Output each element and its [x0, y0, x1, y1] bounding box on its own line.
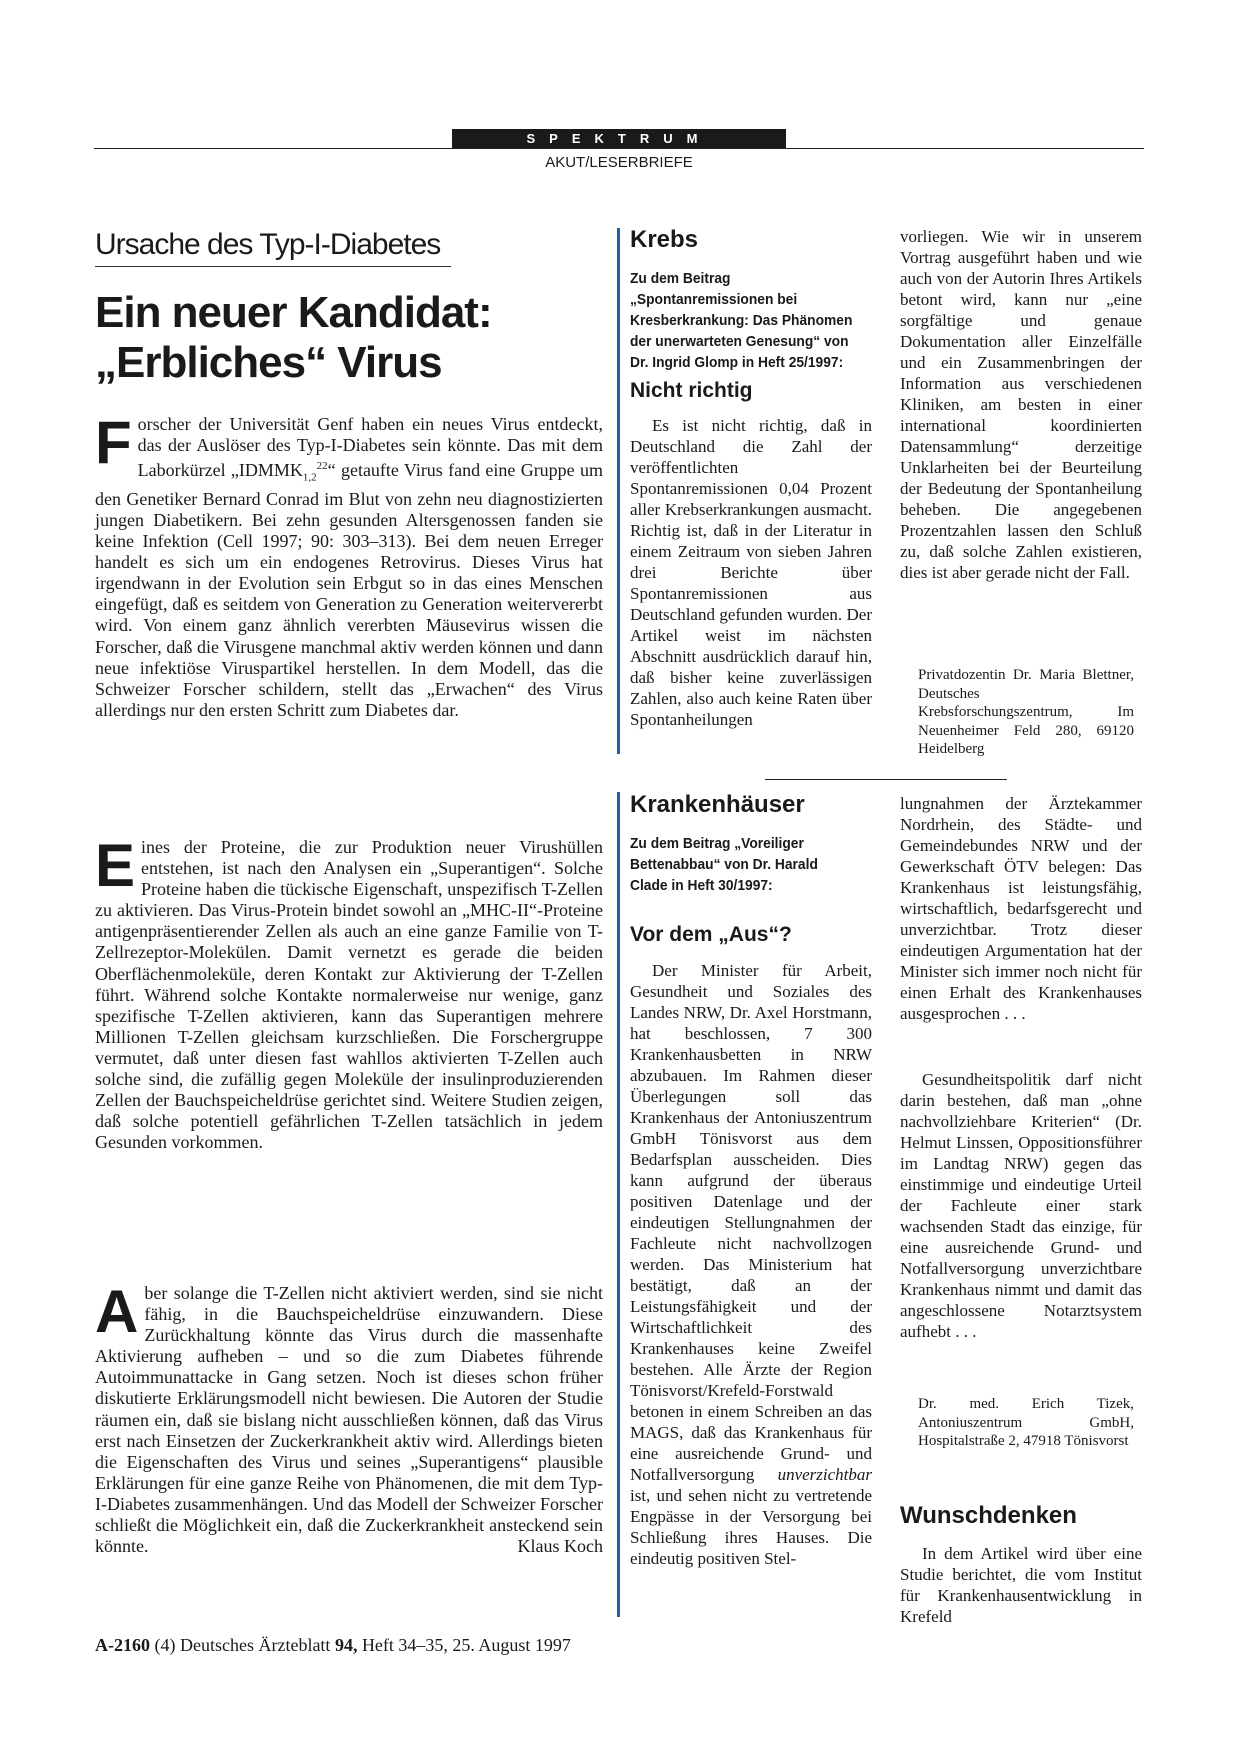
drop-cap: E: [95, 832, 136, 899]
letter-body: In dem Artikel wird über eine Studie berichtet, die vom Institut für Krankenhausentwicklung in Krefeld: [900, 1544, 1142, 1626]
headline-line-1: Ein neuer Kandidat:: [95, 288, 492, 337]
letter-heading-krebs: Krebs: [630, 226, 699, 253]
letter-body: Der Minister für Arbeit, Gesundheit und Soziales des Landes NRW, Dr. Axel Horstmann, hat beschlossen, 7 300 Krankenhausbetten in NRW abzubauen. Im Rahmen dieser Überlegungen soll das Krankenhaus der Antoniuszentrum GmbH Tönisvorst aus dem Bedarfsplan ausscheiden. Dies kann aufgrund der überaus positiven Datenlage und der eindeutigen Stellungnahmen der Fachleute nicht nachvollzogen werden. Das Ministerium hat bestätigt, daß an der Leistungsfähigkeit und der Wirtschaftlichkeit des Krankenhauses keine Zweifel bestehen. Alle Ärzte der Region Tönisvorst/Krefeld-Forstwald betonen in einem Schreiben an das MAGS, daß das Krankenhaus für eine ausreichende Grund- und Notfallversorgung unverzichtbar ist, und sehen nicht zu vertretende Engpässe in der Versorgung bei Schließung ihres Hauses. Die eindeutig positiven Stel-: [630, 961, 872, 1568]
headline-line-2: „Erbliches“ Virus: [95, 338, 442, 387]
letter-body-continued: lungnahmen der Ärztekammer Nordrhein, des Städte- und Gemeindebundes NRW und der Gewerkschaft ÖTV belegen: Das Krankenhaus ist leistungsfähig, wirtschaftlich, bedarfsgerecht und unverzichtbar. Trotz dieser eindeutigen Argumentation hat der Minister sich immer noch nicht für einen Erhalt des Krankenhauses ausgesprochen . . .: [900, 794, 1142, 1023]
letter-reference: Zu dem Beitrag „Voreiliger Bettenabbau“ von Dr. Harald Clade in Heft 30/1997:: [630, 835, 818, 894]
article-headline: [95, 288, 605, 388]
article-kicker: Ursache des Typ-I-Diabetes: [95, 226, 451, 267]
section-banner: SPEKTRUM: [452, 129, 786, 148]
letter-heading-krankenhaeuser: Krankenhäuser: [630, 791, 805, 818]
letter-signature: Dr. med. Erich Tizek, Antoniuszentrum GmbH, Hospitalstraße 2, 47918 Tönisvorst: [918, 1396, 1134, 1449]
column-rule: [617, 228, 620, 754]
letter-body: Es ist nicht richtig, daß in Deutschland die Zahl der veröffentlichten Spontanremissionen 0,04 Prozent aller Krebserkrankungen ausmacht. Richtig ist, daß in der Literatur in einem Zeitraum von sieben Jahren drei Berichte über Spontanremissionen aus Deutschland gefunden wurden. Der Artikel weist im nächsten Abschnitt ausdrücklich darauf hin, daß bisher keine zuverlässigen Zahlen, also auch keine Raten über Spontanheilungen: [630, 416, 872, 729]
letter-title: Nicht richtig: [630, 379, 753, 402]
letter-signature: Privatdozentin Dr. Maria Blettner, Deutsches Krebsforschungszentrum, Im Neuenheimer Feld 280, 69120 Heidelberg: [918, 667, 1134, 757]
letter-body-continued: vorliegen. Wie wir in unserem Vortrag ausgeführt haben und wie auch von der Autorin Ihres Artikels betont wird, kann nur „eine sorgfältige und genaue Dokumentation aller Einzelfälle und ein Zusammenbringen der Information aus verschiedenen Kliniken, am besten in einer international koordinierten Datensammlung“ derzeitige Unklarheiten bei der Beurteilung der Bedeutung der Spontanheilung beheben. Die angegebenen Prozentzahlen lassen den Schluß zu, daß solche Zahlen existieren, dies ist aber gerade nicht der Fall.: [900, 227, 1142, 582]
column-rule: [617, 792, 620, 1617]
letter-title: Vor dem „Aus“?: [630, 923, 792, 946]
page-footer: A-2160 (4) Deutsches Ärzteblatt 94, Heft 34–35, 25. August 1997: [95, 1635, 571, 1655]
drop-cap: F: [95, 409, 132, 476]
letter-heading-wunschdenken: Wunschdenken: [900, 1502, 1077, 1529]
article-paragraph-1: Forscher der Universität Genf haben ein neues Virus entdeckt, das der Auslöser des Typ-I-Diabetes sein könnte. Das mit dem Laborkürzel $„IDMMK_{1,2}^{22}“$ getaufte Virus fand eine Gruppe um den Genetiker Bernard Conrad im Blut von zehn neu diagnostizierten jungen Diabetikern. Bei zehn gesunden Altersgenossen fanden sie keine Infektion (Cell 1997; 90: 303–313). Bei dem neuen Erreger handelt es sich um ein endogenes Retrovirus. Dieses Virus hat irgendwann in der Evolution sein Erbgut so in das eines Menschen eingefügt, daß es seitdem von Generation zu Generation weitervererbt wird. Von einem ganz ähnlich vererbten Mäusevirus wissen die Forscher, daß die Virusgene manchmal aktiv werden können und dann neue infektiöse Viruspartikel herstellen. In dem Modell, das die Schweizer Forscher schildern, stellt das „Erwachen“ des Virus allerdings nur den ersten Schritt zum Diabetes dar.: [95, 409, 603, 720]
article-author: Klaus Koch: [517, 1536, 603, 1557]
letter-body-continued: Gesundheitspolitik darf nicht darin bestehen, daß man „ohne nachvollziehbare Kriterien“ (Dr. Helmut Linssen, Oppositionsführer im Landtag NRW) gegen das einstimmige und eindeutige Urteil der Fachleute einer stark wachsenden Stadt das einzige, für eine ausreichende Grund- und Notfallversorgung unverzichtbare Krankenhaus nimmt und damit das angeschlossene Notarztsystem aufhebt . . .: [900, 1070, 1142, 1341]
page-number: A-2160: [95, 1635, 150, 1655]
article-paragraph-2: Eines der Proteine, die zur Produktion neuer Virushüllen entstehen, ist nach den Analysen ein „Superantigen“. Solche Proteine haben die tückische Eigenschaft, unspezifisch T-Zellen zu aktivieren. Das Virus-Protein bindet sowohl an „MHC-II“-Proteine antigenpräsentierender Zellen als auch an eine ganze Familie von T-Zellrezeptor-Molekülen. Damit vernetzt es gerade die beiden Oberflächenmoleküle, deren Kontakt zur Aktivierung der T-Zellen führt. Während solche Kontakte normalerweise nur wenige, ganz spezifische T-Zellen aktivieren, kann das Superantigen mehrere Millionen T-Zellen gleichsam kurzschließen. Die Forschergruppe vermutet, daß unter diesen fast wahllos aktivierten T-Zellen auch solche sind, die zufällig gegen Moleküle der insulinproduzierenden Zellen der Bauchspeicheldrüse gerichtet sind. Weitere Studien zeigen, daß solche potentiell gefährlichen T-Zellen tatsächlich in jedem Gesunden vorkommen.: [95, 832, 603, 1153]
article-paragraph-3: Aber solange die T-Zellen nicht aktiviert werden, sind sie nicht fähig, in die Bauchspeicheldrüse einzuwandern. Diese Zurückhaltung könnte das Virus durch die massenhafte Aktivierung aufheben – und so die zum Diabetes führende Autoimmunattacke in Gang setzen. Noch ist dieses schon früher diskutierte Erklärungsmodell nicht bewiesen. Die Autoren der Studie räumen ein, daß sie bislang nicht ausschließen können, daß das Virus erst nach Einsetzen der Zuckerkrankheit aktiv wird. Allerdings bieten die Eigenschaften des Virus und seines „Superantigens“ plausible Erklärungen für eine ganze Reihe von Phänomenen, die mit dem Typ-I-Diabetes zusammenhängen. Und das Modell der Schweizer Forscher schließt die Möglichkeit ein, daß die Zuckerkrankheit ansteckend sein könnte. Klaus Koch: [95, 1278, 603, 1557]
subsection-label: AKUT/LESERBRIEFE: [545, 154, 693, 171]
separator-rule: [765, 779, 1007, 780]
drop-cap: A: [95, 1278, 139, 1345]
header-rule: [94, 148, 1144, 149]
letter-reference: Zu dem Beitrag „Spontanremissionen bei Kresberkrankung: Das Phänomen der unerwarteten Genesung“ von Dr. Ingrid Glomp in Heft 25/1997:: [630, 270, 853, 371]
